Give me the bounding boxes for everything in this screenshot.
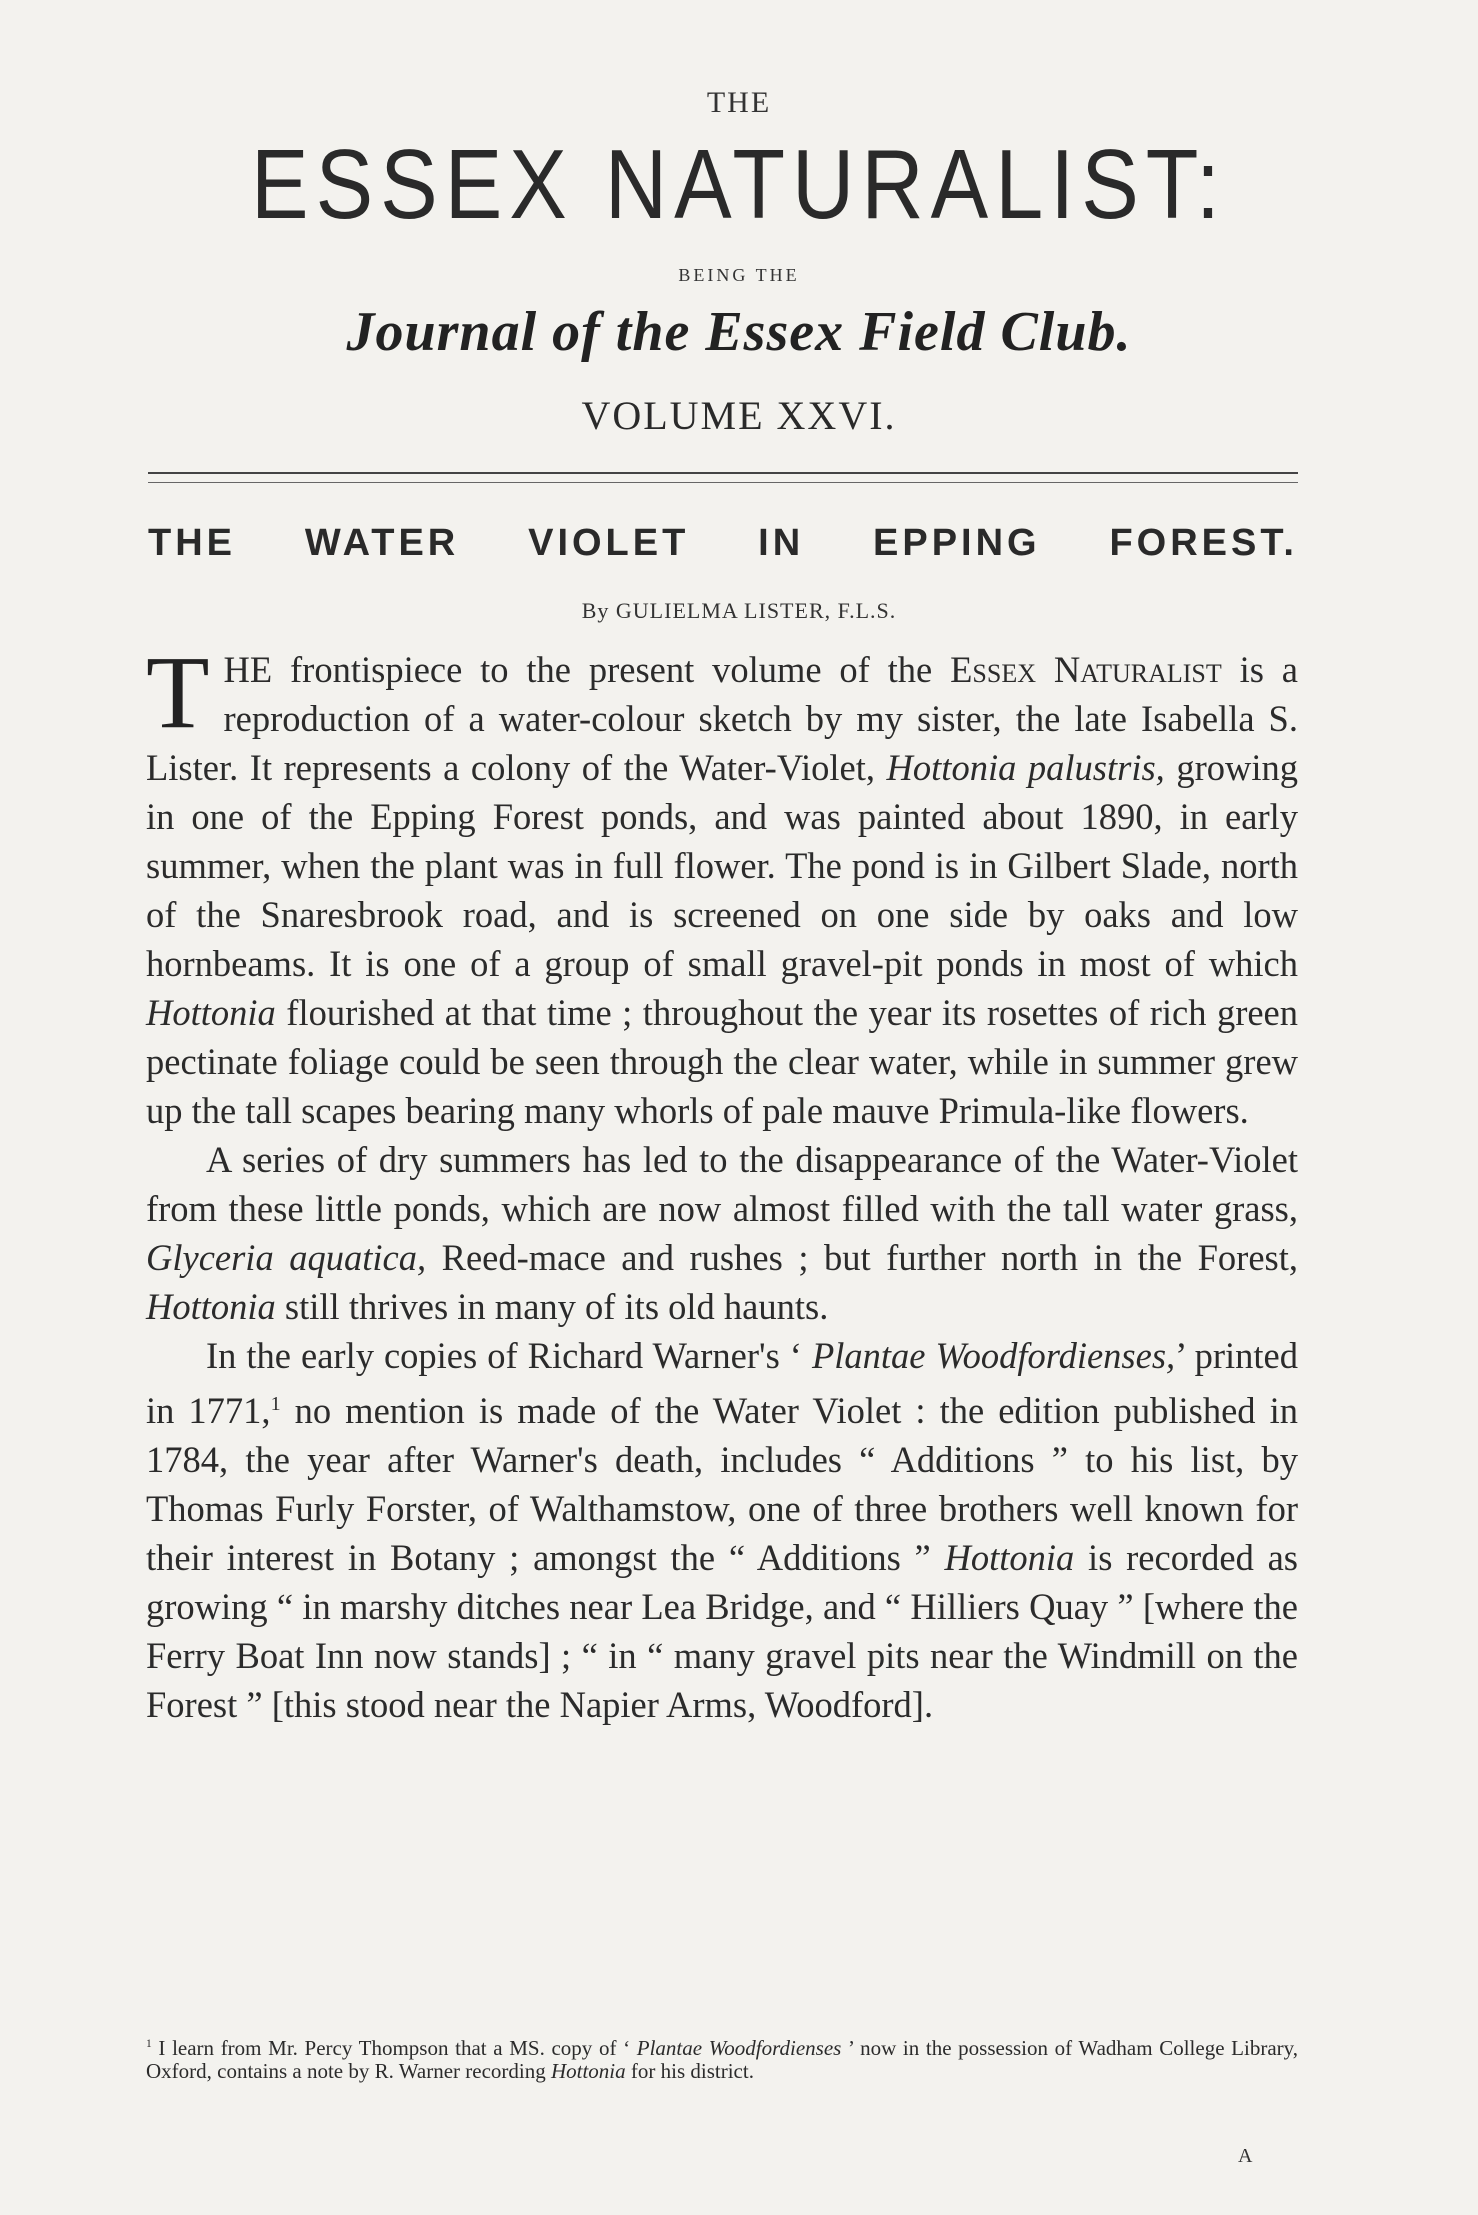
article-title-word: EPPING bbox=[873, 522, 1041, 564]
text-run: flourished at that time ; throughout the year its rosettes of rich green pectinate foliage could be seen through the clear water, while in summer grew up the tall scapes bearing many whorls of pale mauve Primula-like flowers. bbox=[146, 992, 1298, 1131]
masthead-being-the: BEING THE bbox=[678, 265, 800, 285]
italic-run: Plantae Woodfordienses, bbox=[811, 1335, 1176, 1376]
signature-mark: A bbox=[1238, 2145, 1253, 2167]
text-run: I learn from Mr. Percy Thompson that a MS. copy of ‘ bbox=[151, 2036, 637, 2060]
text-run: is a reproduction of a water-colour sketch by my sister, the late Isabella S. Lister. It represents a colony of the Water-Violet, bbox=[146, 649, 1298, 788]
italic-run: Hottonia palustris, bbox=[886, 747, 1165, 788]
italic-run: Hottonia bbox=[146, 992, 276, 1033]
footnote bbox=[146, 2033, 1298, 2083]
article-title-word: THE bbox=[148, 522, 236, 564]
text-run: In the early copies of Richard Warner's ‘ bbox=[206, 1335, 812, 1376]
article-title bbox=[148, 522, 1298, 565]
italic-run: Hottonia bbox=[550, 2059, 626, 2083]
journal-title: Journal of the Essex Field Club. bbox=[346, 301, 1132, 363]
text-run: ’ printed in 1771, bbox=[146, 1335, 1298, 1432]
drop-cap: T bbox=[146, 635, 210, 750]
italic-run: Glyceria aquatica, bbox=[146, 1237, 427, 1278]
text-run: growing in one of the Epping Forest ponds, and was painted about 1890, in early summer, when the plant was in full flower. The pond is in Gilbert Slade, north of the Snaresbrook road, and is screened on one side by oaks and low hornbeams. It is one of a group of small gravel-pit ponds in most of which bbox=[146, 747, 1298, 984]
text-run: ’ now in the possession of Wadham College Library, Oxford, contains a note by R. Warner recording bbox=[146, 2036, 1299, 2083]
italic-run: Plantae Woodfordienses bbox=[636, 2036, 842, 2060]
masthead-title: ESSEX NATURALIST: bbox=[251, 129, 1227, 239]
italic-run: Hottonia bbox=[146, 1286, 276, 1327]
article-title-word: WATER bbox=[304, 522, 460, 564]
text-run: HE frontispiece to the present volume of the bbox=[223, 649, 951, 690]
article-title-word: IN bbox=[758, 522, 805, 564]
text-run: Reed-mace and rushes ; but further north in the Forest, bbox=[426, 1237, 1298, 1278]
volume-number: VOLUME XXVI. bbox=[581, 393, 897, 438]
text-run: no mention is made of the Water Violet : the edition published in 1784, the year after Warner's death, includes “ Additions ” to his list, by Thomas Furly Forster, of Walthamstow, one of three brothers well known for their interest in Botany ; amongst the “ Additions ” bbox=[146, 1390, 1298, 1579]
masthead-the: THE bbox=[706, 86, 772, 119]
paragraph-2 bbox=[146, 1135, 1298, 1331]
article-body bbox=[146, 635, 1298, 1729]
text-run: still thrives in many of its old haunts. bbox=[275, 1286, 829, 1327]
paragraph-3 bbox=[146, 1331, 1298, 1729]
article-title-word: VIOLET bbox=[528, 522, 690, 564]
divider-rule bbox=[148, 472, 1298, 483]
byline: By GULIELMA LISTER, F.L.S. bbox=[581, 598, 897, 623]
text-run: is recorded as growing “ in marshy ditches near Lea Bridge, and “ Hilliers Quay ” [where the Ferry Boat Inn now stands] ; “ in “ many gravel pits near the Windmill on the Forest ” [this stood near the Napier Arms, Woodford]. bbox=[146, 1537, 1298, 1726]
journal-name-smallcaps: Essex Naturalist bbox=[950, 649, 1222, 690]
paragraph-1 bbox=[146, 635, 1298, 1135]
footnote-ref[interactable]: 1 bbox=[270, 1393, 281, 1415]
article-title-word: FOREST. bbox=[1109, 522, 1298, 564]
text-run: for his district. bbox=[625, 2059, 754, 2083]
text-run: A series of dry summers has led to the disappearance of the Water-Violet from these little ponds, which are now almost filled with the tall water grass, bbox=[146, 1139, 1298, 1229]
footnote-mark: 1 bbox=[146, 2038, 152, 2050]
italic-run: Hottonia bbox=[944, 1537, 1075, 1579]
